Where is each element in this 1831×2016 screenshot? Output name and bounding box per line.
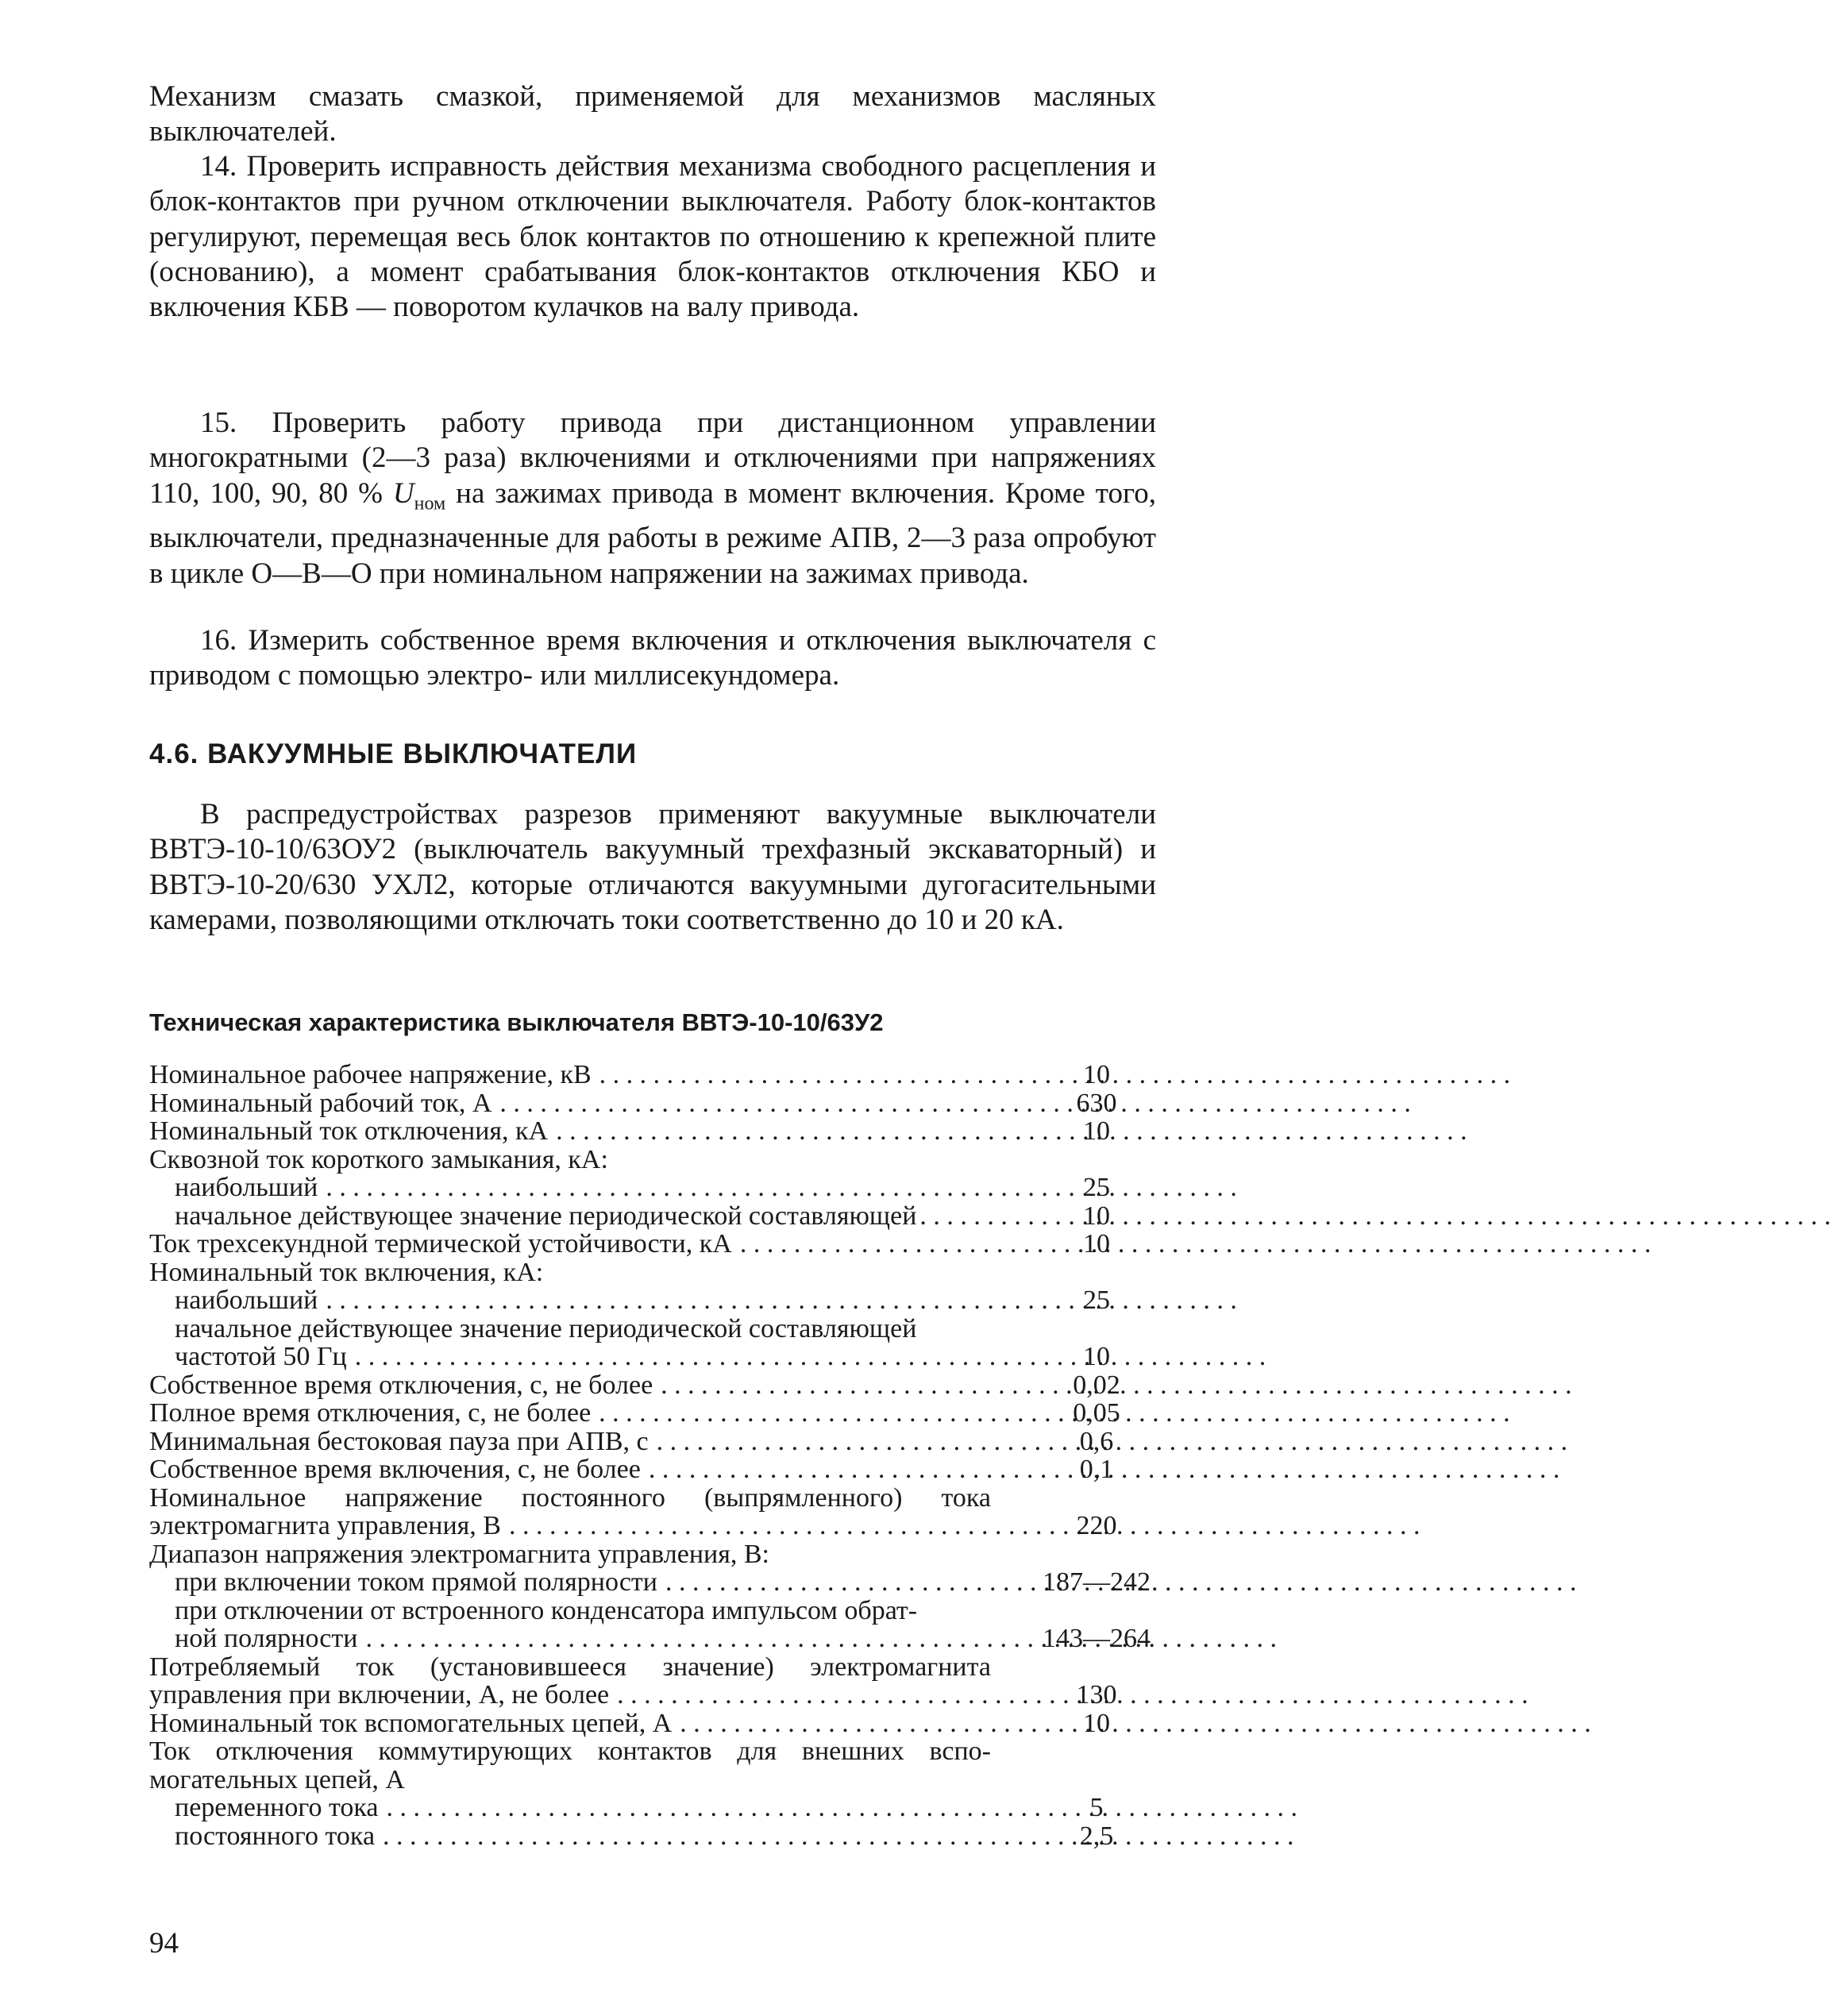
spec-value: 10 (1083, 1229, 1110, 1259)
spec-label: наибольший (175, 1286, 318, 1315)
spec-label: при отключении от встроенного конденсатора импульсом обрат- (175, 1595, 918, 1625)
spec-row (149, 1512, 1156, 1540)
spec-row (149, 1061, 1156, 1089)
leader-dots (661, 1371, 1029, 1400)
leader-dots (386, 1794, 1029, 1822)
spec-value: 0,05 (1073, 1398, 1120, 1428)
spec-row (149, 1089, 1156, 1118)
paragraph-15-text-end: на зажимах привода в момент включения. Кроме того, выключатели, предназначенные для работы в режиме АПВ, 2—3 раза опробуют в цикле О—В—О при номинальном напряжении на зажимах привода. (149, 476, 1156, 590)
spec-row (149, 1568, 1156, 1597)
spec-value: 220 (1076, 1511, 1117, 1540)
spec-value: 630 (1076, 1088, 1117, 1118)
leader-dots (657, 1428, 1029, 1456)
leader-dots (599, 1399, 1029, 1428)
spec-label: Номинальный ток отключения, кА (149, 1116, 549, 1146)
spec-label: могательных цепей, А (149, 1764, 405, 1794)
leader-dots (665, 1568, 1029, 1597)
spec-value: 5 (1089, 1793, 1104, 1822)
spec-row (149, 1794, 1156, 1822)
leader-dots (617, 1681, 1029, 1710)
spec-value: 10 (1083, 1342, 1110, 1371)
unom-subscript: ном (414, 492, 446, 514)
page-number: 94 (149, 1927, 179, 1960)
spec-label: Диапазон напряжения электромагнита управления, В: (149, 1539, 769, 1569)
spec-label: управления при включении, А, не более (149, 1680, 610, 1710)
spec-label: Номинальный рабочий ток, А (149, 1088, 492, 1118)
spec-label: Собственное время отключения, с, не более (149, 1370, 653, 1400)
spec-group-heading (149, 1540, 1156, 1569)
spec-group-heading (149, 1146, 1156, 1174)
spec-row (149, 1681, 1156, 1710)
leader-dots (649, 1455, 1029, 1484)
leader-dots (599, 1061, 1029, 1089)
spec-table-title: Техническая характеристика выключателя ВВТЭ-10-10/63У2 (149, 1008, 884, 1036)
spec-row (149, 1822, 1156, 1851)
spec-group-heading (149, 1766, 1156, 1794)
spec-label: Потребляемый ток (установившееся значение) электромагнита (149, 1652, 991, 1682)
spec-row-continued (149, 1597, 1156, 1625)
spec-value: 10 (1083, 1116, 1110, 1146)
leader-dots (365, 1625, 1029, 1653)
spec-value: 25 (1083, 1286, 1110, 1315)
spec-value: 0,1 (1079, 1455, 1114, 1484)
leader-dots (509, 1512, 1029, 1540)
spec-row (149, 1117, 1156, 1146)
spec-table (149, 1061, 1156, 1850)
spec-label: Минимальная бестоковая пауза при АПВ, с (149, 1426, 649, 1456)
spec-value: 10 (1083, 1708, 1110, 1738)
paragraph-vacuum-switches: В распредустройствах разрезов применяют вакуумные выключатели ВВТЭ-10-10/63ОУ2 (выключатель вакуумный трехфазный экскаваторный) и ВВТЭ-10-20/630 УХЛ2, которые отличаются вакуумными дугогасительными камерами, позволяющими отключать токи соответственно до 10 и 20 кА. (149, 798, 1156, 936)
spec-label: переменного тока (175, 1793, 379, 1822)
spec-row (149, 1399, 1156, 1428)
spec-value: 130 (1076, 1680, 1117, 1710)
paragraph-16: 16. Измерить собственное время включения и отключения выключателя с приводом с помощью электро- или миллисекундомера. (149, 624, 1156, 692)
spec-value: 10 (1083, 1060, 1110, 1089)
spec-label: начальное действующее значение периодической составляющей (175, 1313, 917, 1343)
leader-dots (383, 1822, 1029, 1851)
spec-row (149, 1710, 1156, 1738)
paragraph-lubrication: Механизм смазать смазкой, применяемой для механизмов масляных выключателей. (149, 80, 1156, 148)
spec-label: Номинальное рабочее напряжение, кВ (149, 1060, 592, 1089)
leader-dots (499, 1089, 1029, 1118)
spec-row (149, 1455, 1156, 1484)
spec-row (149, 1174, 1156, 1202)
paragraph-14: 14. Проверить исправность действия механизма свободного расцепления и блок-контактов при ручном отключении выключателя. Работу блок-контактов регулируют, перемещая весь блок контактов по отношению к крепежной плите (основанию), а момент срабатывания блок-контактов отключения КБО и включения КБВ — поворотом кулачков на валу привода. (149, 150, 1156, 324)
spec-label: постоянного тока (175, 1821, 376, 1851)
spec-label: начальное действующее значение периодической составляющей (175, 1201, 917, 1231)
paragraph-15-text-start: 15. Проверить работу привода при дистанционном управлении многократными (2—3 раза) включениями и отключениями при напряжениях 110, 100, 90, 80 % (149, 407, 1156, 510)
spec-label: Ток трехсекундной термической устойчивости, кА (149, 1229, 732, 1259)
spec-label: ной полярности (175, 1624, 358, 1653)
spec-label: Номинальное напряжение постоянного (выпрямленного) тока (149, 1482, 991, 1513)
paragraph-15 (149, 406, 1156, 592)
spec-label: Ток отключения коммутирующих контактов для внешних вспо- (149, 1737, 991, 1766)
spec-label: электромагнита управления, В (149, 1511, 501, 1540)
spec-label: при включении током прямой полярности (175, 1567, 657, 1597)
spec-value: 187—242 (1043, 1567, 1151, 1597)
leader-dots (919, 1202, 1034, 1231)
spec-row-continued (149, 1315, 1156, 1343)
spec-row (149, 1343, 1156, 1371)
leader-dots (740, 1230, 1029, 1259)
spec-label: Номинальный ток включения, кА: (149, 1257, 544, 1287)
spec-row (149, 1286, 1156, 1315)
spec-row-continued (149, 1484, 1156, 1513)
spec-value: 2,5 (1079, 1821, 1114, 1851)
leader-dots (326, 1174, 1029, 1202)
spec-row-continued (149, 1653, 1156, 1682)
spec-value: 143—264 (1043, 1624, 1151, 1653)
spec-row (149, 1428, 1156, 1456)
leader-dots (326, 1286, 1029, 1315)
spec-label: наибольший (175, 1173, 318, 1202)
section-heading: 4.6. ВАКУУМНЫЕ ВЫКЛЮЧАТЕЛИ (149, 738, 638, 769)
spec-group-heading (149, 1259, 1156, 1287)
spec-value: 25 (1083, 1173, 1110, 1202)
unom-symbol: U (392, 476, 414, 510)
leader-dots (680, 1710, 1029, 1738)
spec-row (149, 1230, 1156, 1259)
spec-row-continued (149, 1737, 1156, 1766)
spec-label: Собственное время включения, с, не более (149, 1455, 641, 1484)
spec-value: 0,6 (1079, 1426, 1114, 1456)
leader-dots (355, 1343, 1029, 1371)
spec-row (149, 1202, 1156, 1231)
spec-value: 0,02 (1073, 1370, 1120, 1400)
spec-label: Полное время отключения, с, не более (149, 1398, 592, 1428)
spec-label: Номинальный ток вспомогательных цепей, А (149, 1708, 673, 1738)
spec-value: 10 (1083, 1201, 1110, 1231)
spec-row (149, 1371, 1156, 1400)
leader-dots (556, 1117, 1029, 1146)
spec-label: Сквозной ток короткого замыкания, кА: (149, 1144, 608, 1174)
spec-row (149, 1625, 1156, 1653)
spec-label: частотой 50 Гц (175, 1342, 347, 1371)
